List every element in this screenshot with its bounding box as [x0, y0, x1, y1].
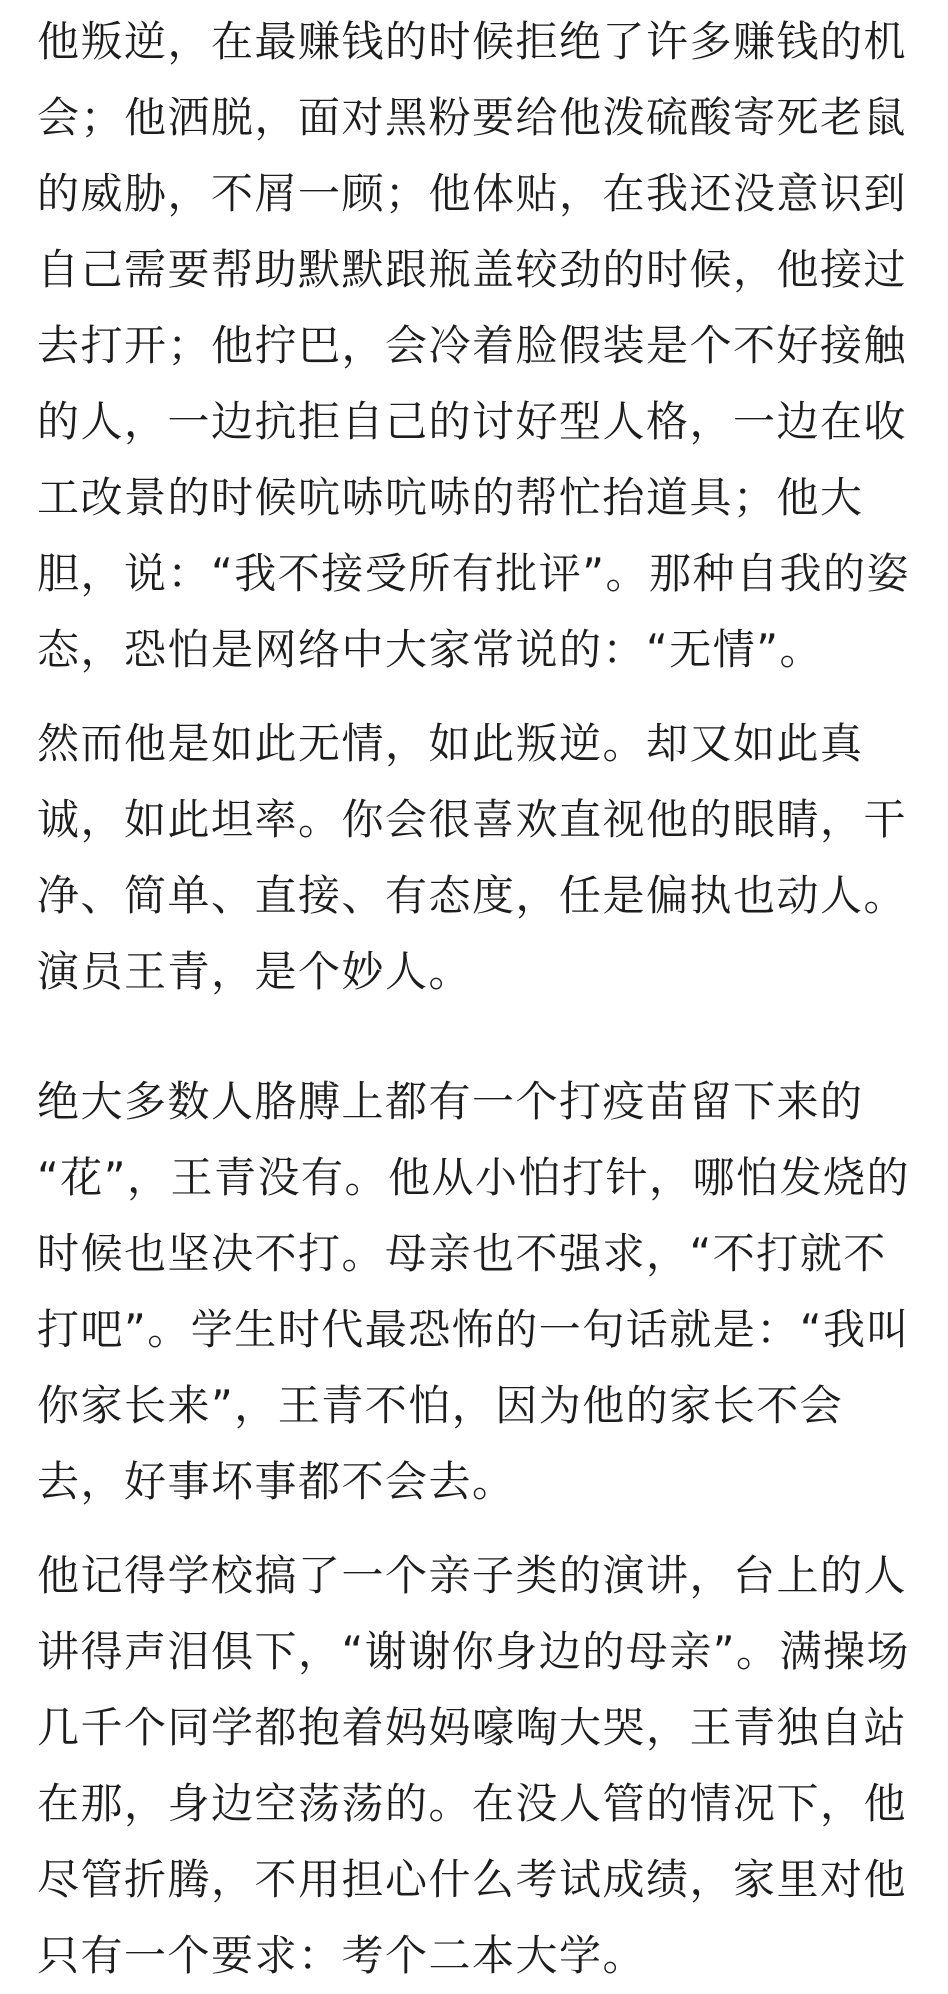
text-line: 自己需要帮助默默跟瓶盖较劲的时候，他接过: [37, 245, 908, 294]
text-line: 的人，一边抗拒自己的讨好型人格，一边在收: [37, 397, 908, 446]
text-line: 他记得学校搞了一个亲子类的演讲，台上的人: [37, 1551, 908, 1600]
text-line: 胆，说：“我不接受所有批评”。那种自我的姿: [37, 549, 911, 598]
text-line: 诚，如此坦率。你会很喜欢直视他的眼睛，干: [37, 795, 908, 844]
paragraph: [37, 706, 917, 1010]
text-line: 打吧”。学生时代最恐怖的一句话就是：“我叫: [37, 1305, 911, 1354]
text-line: “花”，王青没有。他从小怕打针，哪怕发烧的: [37, 1153, 911, 1202]
text-line: 会；他洒脱，面对黑粉要给他泼硫酸寄死老鼠: [37, 93, 908, 142]
paragraph: [37, 1538, 917, 1994]
paragraph: [37, 1064, 917, 1520]
text-line: 只有一个要求：考个二本大学。: [37, 1931, 647, 1980]
text-line: 态，恐怕是网络中大家常说的：“无情”。: [37, 625, 824, 674]
text-line: 讲得声泪俱下，“谢谢你身边的母亲”。满操场: [37, 1627, 911, 1676]
text-line: 的威胁，不屑一顾；他体贴，在我还没意识到: [37, 169, 908, 218]
text-line: 去打开；他拧巴，会冷着脸假装是个不好接触: [37, 321, 908, 370]
paragraph-spacer: [37, 1010, 917, 1064]
text-line: 工改景的时候吭哧吭哧的帮忙抬道具；他大: [37, 473, 864, 522]
article-body: [37, 4, 917, 1994]
text-line: 几千个同学都抱着妈妈嚎啕大哭，王青独自站: [37, 1703, 908, 1752]
text-line: 绝大多数人胳膊上都有一个打疫苗留下来的: [37, 1077, 864, 1126]
text-line: 时候也坚决不打。母亲也不强求，“不打就不: [37, 1229, 887, 1278]
text-line: 演员王青，是个妙人。: [37, 947, 473, 996]
text-line: 你家长来”，王青不怕，因为他的家长不会: [37, 1381, 844, 1430]
paragraph: [37, 4, 917, 688]
text-line: 净、简单、直接、有态度，任是偏执也动人。: [37, 871, 908, 920]
text-line: 尽管折腾，不用担心什么考试成绩，家里对他: [37, 1855, 908, 1904]
text-line: 他叛逆，在最赚钱的时候拒绝了许多赚钱的机: [37, 17, 908, 66]
text-line: 在那，身边空荡荡的。在没人管的情况下，他: [37, 1779, 908, 1828]
paragraph-spacer: [37, 1520, 917, 1538]
paragraph-spacer: [37, 688, 917, 706]
text-line: 然而他是如此无情，如此叛逆。却又如此真: [37, 719, 864, 768]
text-line: 去，好事坏事都不会去。: [37, 1457, 516, 1506]
